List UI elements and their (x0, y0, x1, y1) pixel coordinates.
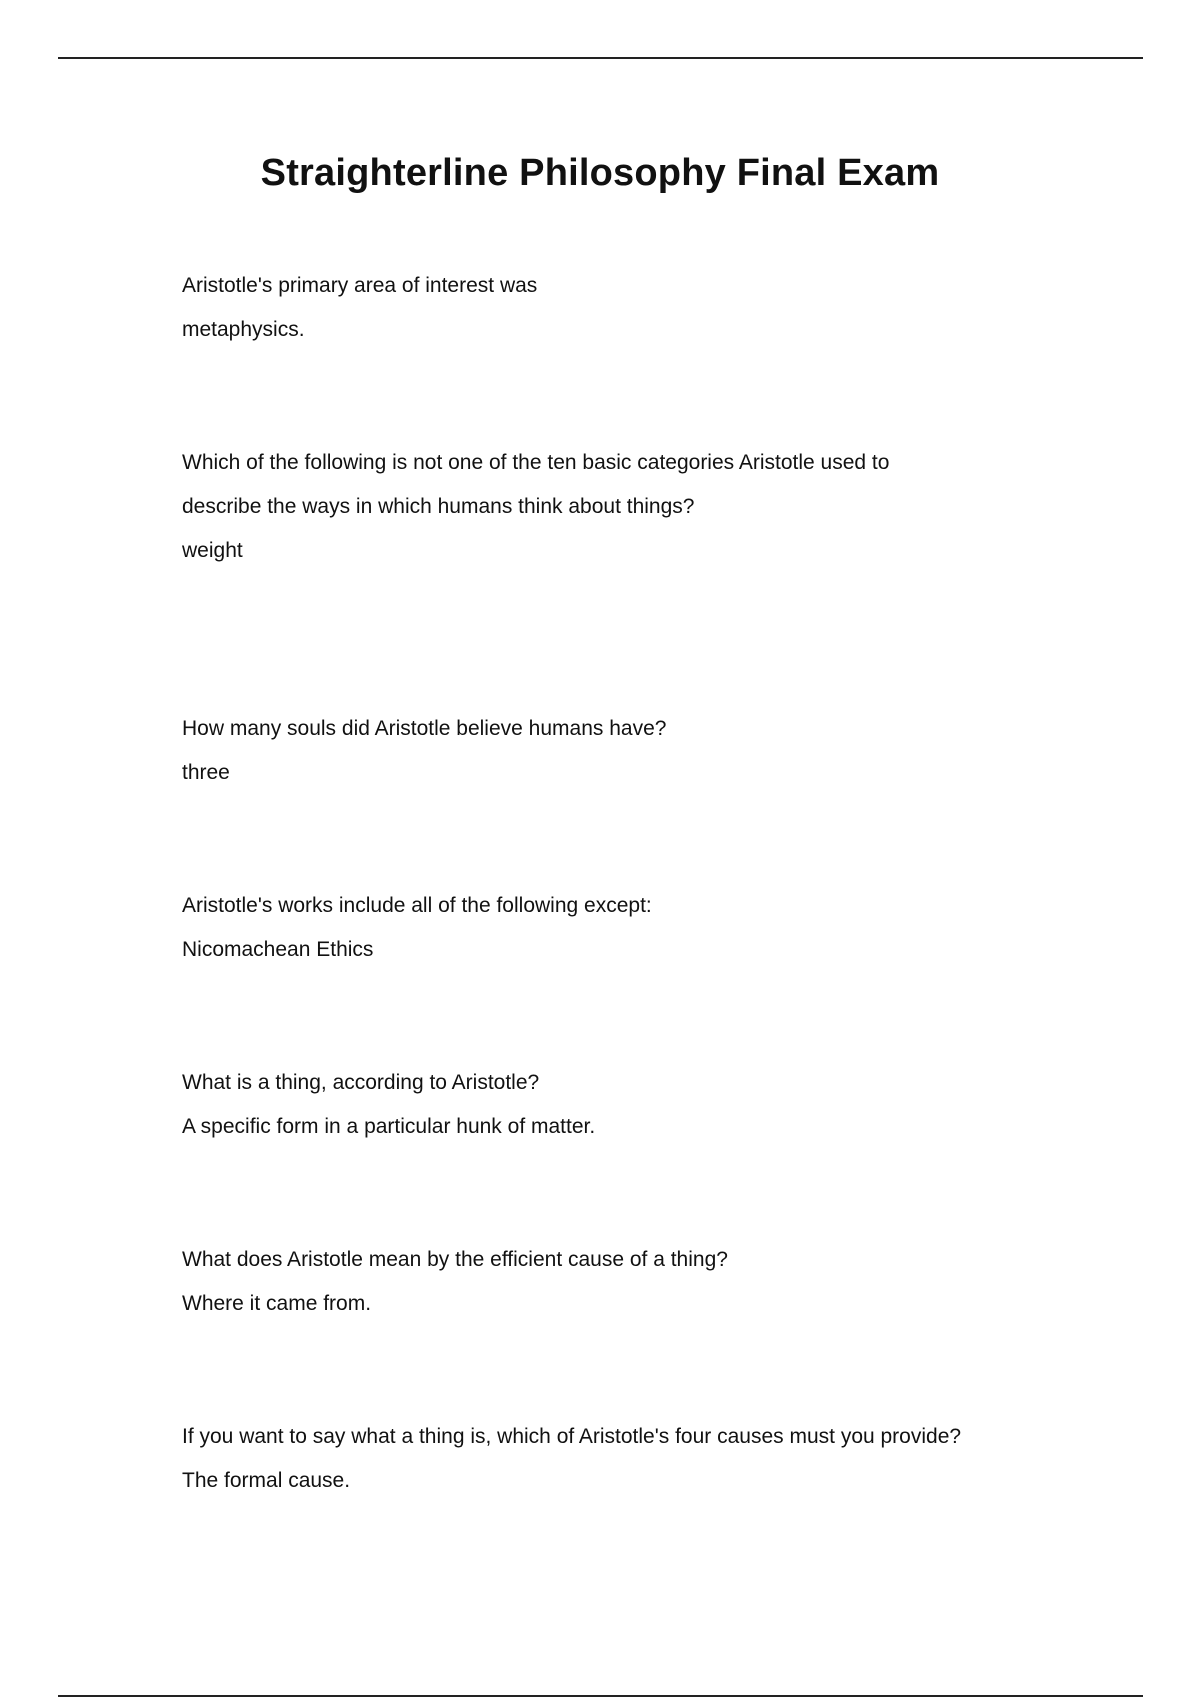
top-rule (58, 57, 1143, 59)
qa-item-1 (182, 264, 1082, 352)
answer-text: Nicomachean Ethics (182, 938, 374, 961)
question-text: Which of the following is not one of the ten basic categories Aristotle used to (182, 451, 890, 474)
bottom-rule (58, 1695, 1143, 1697)
qa-item-2 (182, 441, 1082, 573)
question-text: What does Aristotle mean by the efficient cause of a thing? (182, 1248, 728, 1271)
question-text: Aristotle's works include all of the following except: (182, 894, 652, 917)
qa-item-6 (182, 1238, 1082, 1326)
question-text: Aristotle's primary area of interest was (182, 274, 538, 297)
answer-text: Where it came from. (182, 1292, 372, 1315)
qa-item-7 (182, 1415, 1082, 1503)
document-title: Straighterline Philosophy Final Exam (260, 152, 940, 194)
answer-text: weight (182, 539, 243, 562)
answer-text: three (182, 761, 230, 784)
question-text: What is a thing, according to Aristotle? (182, 1071, 540, 1094)
answer-text: The formal cause. (182, 1469, 351, 1492)
question-text: If you want to say what a thing is, which of Aristotle's four causes must you provide? (182, 1425, 962, 1448)
qa-item-3 (182, 707, 1082, 795)
question-text: How many souls did Aristotle believe humans have? (182, 717, 667, 740)
qa-item-5 (182, 1061, 1082, 1149)
answer-text: metaphysics. (182, 318, 305, 341)
qa-item-4 (182, 884, 1082, 972)
answer-text: A specific form in a particular hunk of matter. (182, 1115, 596, 1138)
question-text: describe the ways in which humans think about things? (182, 495, 695, 518)
